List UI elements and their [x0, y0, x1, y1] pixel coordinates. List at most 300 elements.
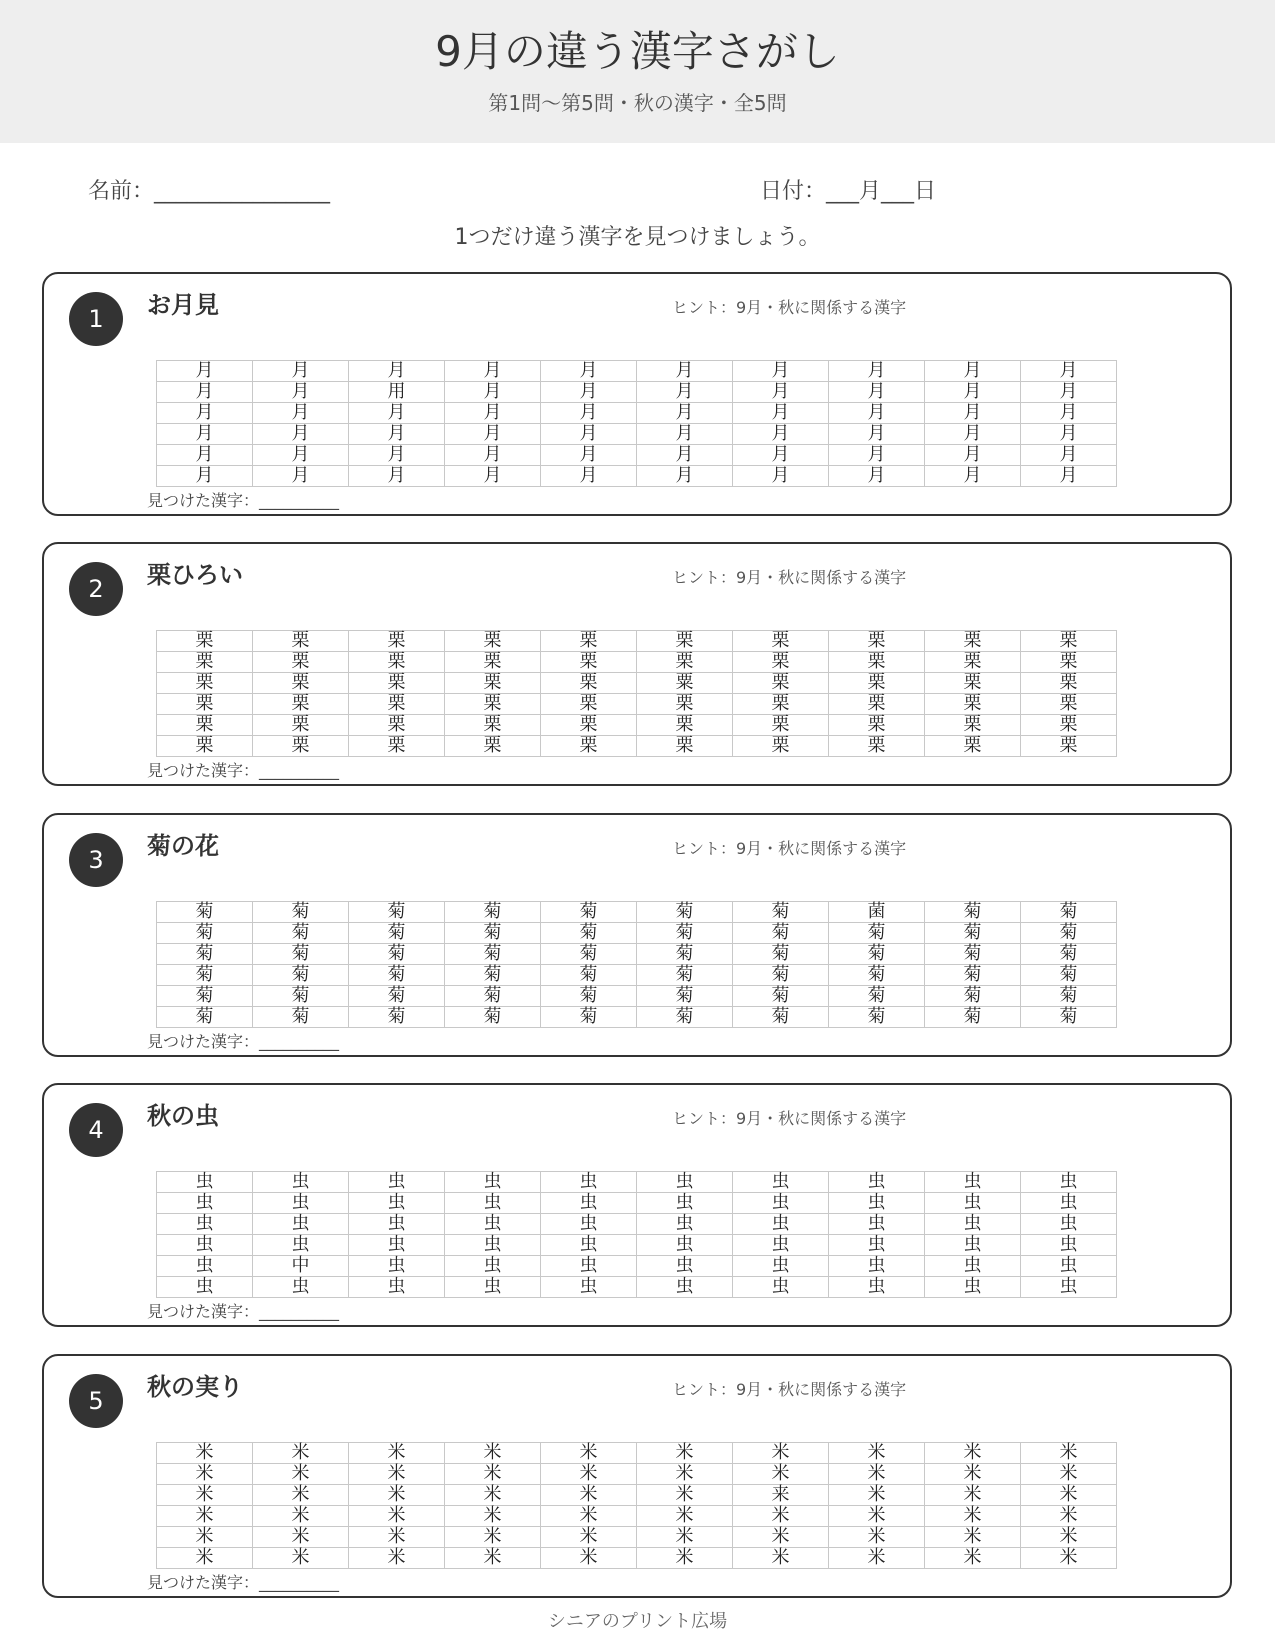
kanji-cell[interactable]: 月 [445, 361, 541, 382]
kanji-cell[interactable]: 米 [157, 1548, 253, 1569]
kanji-cell[interactable]: 栗 [637, 631, 733, 652]
kanji-cell[interactable]: 虫 [637, 1277, 733, 1298]
kanji-cell[interactable]: 虫 [829, 1193, 925, 1214]
kanji-cell[interactable]: 栗 [925, 673, 1021, 694]
kanji-cell[interactable]: 粟 [637, 673, 733, 694]
kanji-cell[interactable]: 菊 [157, 902, 253, 923]
kanji-cell[interactable]: 栗 [157, 736, 253, 757]
kanji-cell[interactable]: 米 [541, 1548, 637, 1569]
found-kanji-answer-line[interactable]: 見つけた漢字：__________ [147, 761, 340, 780]
kanji-cell[interactable]: 菊 [349, 944, 445, 965]
kanji-cell[interactable]: 米 [637, 1443, 733, 1464]
kanji-cell[interactable]: 菌 [829, 902, 925, 923]
kanji-cell[interactable]: 月 [253, 361, 349, 382]
kanji-cell[interactable]: 米 [445, 1506, 541, 1527]
kanji-cell[interactable]: 月 [541, 466, 637, 487]
kanji-cell[interactable]: 米 [541, 1464, 637, 1485]
kanji-cell[interactable]: 月 [637, 466, 733, 487]
kanji-cell[interactable]: 虫 [925, 1214, 1021, 1235]
kanji-cell[interactable]: 月 [349, 403, 445, 424]
kanji-cell[interactable]: 菊 [1021, 902, 1117, 923]
kanji-cell[interactable]: 月 [253, 445, 349, 466]
kanji-cell[interactable]: 月 [541, 361, 637, 382]
kanji-cell[interactable]: 栗 [253, 652, 349, 673]
kanji-cell[interactable]: 月 [733, 445, 829, 466]
kanji-cell[interactable]: 米 [829, 1527, 925, 1548]
kanji-cell[interactable]: 菊 [1021, 1007, 1117, 1028]
kanji-cell[interactable]: 菊 [445, 902, 541, 923]
kanji-cell[interactable]: 栗 [445, 694, 541, 715]
kanji-cell[interactable]: 菊 [349, 965, 445, 986]
kanji-cell[interactable]: 月 [253, 466, 349, 487]
kanji-cell[interactable]: 月 [541, 382, 637, 403]
kanji-cell[interactable]: 虫 [157, 1235, 253, 1256]
kanji-cell[interactable]: 虫 [253, 1193, 349, 1214]
kanji-cell[interactable]: 栗 [349, 631, 445, 652]
kanji-cell[interactable]: 菊 [637, 965, 733, 986]
kanji-cell[interactable]: 栗 [157, 694, 253, 715]
kanji-cell[interactable]: 虫 [157, 1256, 253, 1277]
kanji-cell[interactable]: 菊 [637, 986, 733, 1007]
kanji-cell[interactable]: 米 [829, 1506, 925, 1527]
kanji-cell[interactable]: 虫 [1021, 1256, 1117, 1277]
kanji-cell[interactable]: 虫 [829, 1214, 925, 1235]
kanji-cell[interactable]: 菊 [733, 1007, 829, 1028]
kanji-cell[interactable]: 虫 [541, 1256, 637, 1277]
kanji-cell[interactable]: 菊 [157, 965, 253, 986]
kanji-cell[interactable]: 虫 [445, 1193, 541, 1214]
kanji-cell[interactable]: 菊 [637, 923, 733, 944]
kanji-cell[interactable]: 菊 [925, 965, 1021, 986]
kanji-cell[interactable]: 米 [829, 1443, 925, 1464]
kanji-cell[interactable]: 栗 [349, 673, 445, 694]
kanji-cell[interactable]: 月 [637, 424, 733, 445]
kanji-cell[interactable]: 虫 [637, 1172, 733, 1193]
kanji-cell[interactable]: 菊 [925, 1007, 1021, 1028]
kanji-cell[interactable]: 米 [925, 1485, 1021, 1506]
kanji-cell[interactable]: 菊 [253, 923, 349, 944]
kanji-cell[interactable]: 菊 [445, 944, 541, 965]
kanji-cell[interactable]: 栗 [157, 715, 253, 736]
kanji-cell[interactable]: 栗 [445, 715, 541, 736]
kanji-cell[interactable]: 月 [733, 361, 829, 382]
kanji-cell[interactable]: 菊 [733, 944, 829, 965]
kanji-cell[interactable]: 虫 [733, 1214, 829, 1235]
kanji-cell[interactable]: 栗 [829, 715, 925, 736]
kanji-cell[interactable]: 米 [349, 1527, 445, 1548]
kanji-cell[interactable]: 虫 [829, 1256, 925, 1277]
kanji-cell[interactable]: 米 [1021, 1464, 1117, 1485]
kanji-cell[interactable]: 虫 [925, 1235, 1021, 1256]
kanji-cell[interactable]: 菊 [541, 1007, 637, 1028]
kanji-cell[interactable]: 月 [157, 466, 253, 487]
found-kanji-answer-line[interactable]: 見つけた漢字：__________ [147, 1302, 340, 1321]
kanji-cell[interactable]: 月 [925, 424, 1021, 445]
kanji-cell[interactable]: 虫 [445, 1256, 541, 1277]
kanji-cell[interactable]: 米 [829, 1548, 925, 1569]
kanji-cell[interactable]: 菊 [829, 944, 925, 965]
kanji-cell[interactable]: 菊 [1021, 965, 1117, 986]
kanji-cell[interactable]: 虫 [349, 1235, 445, 1256]
kanji-cell[interactable]: 菊 [733, 986, 829, 1007]
kanji-cell[interactable]: 米 [157, 1485, 253, 1506]
kanji-cell[interactable]: 虫 [637, 1214, 733, 1235]
kanji-cell[interactable]: 菊 [253, 1007, 349, 1028]
kanji-cell[interactable]: 月 [541, 424, 637, 445]
kanji-cell[interactable]: 月 [541, 403, 637, 424]
kanji-cell[interactable]: 月 [733, 382, 829, 403]
kanji-cell[interactable]: 虫 [445, 1277, 541, 1298]
kanji-cell[interactable]: 虫 [253, 1277, 349, 1298]
kanji-cell[interactable]: 菊 [637, 1007, 733, 1028]
kanji-cell[interactable]: 米 [541, 1443, 637, 1464]
kanji-cell[interactable]: 米 [541, 1506, 637, 1527]
kanji-cell[interactable]: 月 [1021, 445, 1117, 466]
kanji-cell[interactable]: 虫 [1021, 1235, 1117, 1256]
kanji-cell[interactable]: 月 [253, 403, 349, 424]
kanji-cell[interactable]: 米 [637, 1548, 733, 1569]
kanji-cell[interactable]: 菊 [253, 902, 349, 923]
kanji-cell[interactable]: 米 [541, 1527, 637, 1548]
kanji-cell[interactable]: 菊 [541, 986, 637, 1007]
kanji-cell[interactable]: 虫 [733, 1172, 829, 1193]
kanji-cell[interactable]: 米 [445, 1485, 541, 1506]
kanji-cell[interactable]: 菊 [541, 902, 637, 923]
kanji-cell[interactable]: 月 [1021, 361, 1117, 382]
kanji-cell[interactable]: 米 [925, 1548, 1021, 1569]
kanji-cell[interactable]: 栗 [925, 736, 1021, 757]
kanji-cell[interactable]: 月 [541, 445, 637, 466]
kanji-cell[interactable]: 栗 [1021, 673, 1117, 694]
kanji-cell[interactable]: 菊 [925, 986, 1021, 1007]
kanji-cell[interactable]: 米 [445, 1548, 541, 1569]
kanji-cell[interactable]: 米 [253, 1527, 349, 1548]
kanji-cell[interactable]: 菊 [829, 1007, 925, 1028]
found-kanji-answer-line[interactable]: 見つけた漢字：__________ [147, 491, 340, 510]
kanji-cell[interactable]: 米 [253, 1485, 349, 1506]
kanji-cell[interactable]: 月 [253, 424, 349, 445]
kanji-cell[interactable]: 虫 [349, 1172, 445, 1193]
kanji-cell[interactable]: 米 [637, 1506, 733, 1527]
kanji-cell[interactable]: 菊 [349, 986, 445, 1007]
kanji-cell[interactable]: 月 [829, 382, 925, 403]
kanji-cell[interactable]: 月 [829, 466, 925, 487]
kanji-cell[interactable]: 虫 [541, 1235, 637, 1256]
kanji-cell[interactable]: 虫 [541, 1193, 637, 1214]
kanji-cell[interactable]: 栗 [925, 652, 1021, 673]
kanji-cell[interactable]: 菊 [733, 965, 829, 986]
kanji-cell[interactable]: 虫 [925, 1256, 1021, 1277]
kanji-cell[interactable]: 菊 [1021, 986, 1117, 1007]
kanji-cell[interactable]: 栗 [541, 736, 637, 757]
kanji-cell[interactable]: 月 [445, 424, 541, 445]
kanji-cell[interactable]: 米 [445, 1443, 541, 1464]
kanji-cell[interactable]: 栗 [925, 631, 1021, 652]
kanji-cell[interactable]: 栗 [637, 715, 733, 736]
kanji-cell[interactable]: 月 [925, 466, 1021, 487]
kanji-cell[interactable]: 米 [253, 1548, 349, 1569]
kanji-cell[interactable]: 栗 [349, 652, 445, 673]
kanji-cell[interactable]: 菊 [157, 923, 253, 944]
found-kanji-answer-line[interactable]: 見つけた漢字：__________ [147, 1032, 340, 1051]
kanji-cell[interactable]: 虫 [349, 1193, 445, 1214]
kanji-cell[interactable]: 虫 [1021, 1214, 1117, 1235]
kanji-cell[interactable]: 米 [1021, 1443, 1117, 1464]
kanji-cell[interactable]: 菊 [637, 944, 733, 965]
kanji-cell[interactable]: 米 [925, 1464, 1021, 1485]
kanji-cell[interactable]: 虫 [253, 1172, 349, 1193]
kanji-cell[interactable]: 栗 [829, 694, 925, 715]
kanji-cell[interactable]: 栗 [733, 673, 829, 694]
kanji-cell[interactable]: 菊 [349, 1007, 445, 1028]
kanji-cell[interactable]: 虫 [1021, 1193, 1117, 1214]
kanji-cell[interactable]: 栗 [1021, 631, 1117, 652]
kanji-cell[interactable]: 栗 [1021, 736, 1117, 757]
kanji-cell[interactable]: 虫 [637, 1235, 733, 1256]
kanji-cell[interactable]: 米 [253, 1506, 349, 1527]
name-field[interactable]: 名前：________________ [88, 179, 331, 204]
kanji-cell[interactable]: 栗 [1021, 694, 1117, 715]
kanji-cell[interactable]: 虫 [157, 1277, 253, 1298]
kanji-cell[interactable]: 菊 [157, 986, 253, 1007]
kanji-cell[interactable]: 虫 [829, 1235, 925, 1256]
kanji-cell[interactable]: 栗 [253, 715, 349, 736]
kanji-cell[interactable]: 米 [349, 1464, 445, 1485]
kanji-cell[interactable]: 虫 [541, 1214, 637, 1235]
kanji-cell[interactable]: 栗 [733, 631, 829, 652]
kanji-cell[interactable]: 菊 [1021, 944, 1117, 965]
kanji-cell[interactable]: 月 [349, 466, 445, 487]
kanji-cell[interactable]: 米 [733, 1527, 829, 1548]
kanji-cell[interactable]: 月 [733, 424, 829, 445]
kanji-cell[interactable]: 米 [637, 1485, 733, 1506]
kanji-cell[interactable]: 虫 [349, 1214, 445, 1235]
kanji-cell[interactable]: 菊 [253, 944, 349, 965]
kanji-cell[interactable]: 月 [925, 403, 1021, 424]
kanji-cell[interactable]: 栗 [445, 652, 541, 673]
kanji-cell[interactable]: 米 [637, 1527, 733, 1548]
kanji-cell[interactable]: 菊 [925, 944, 1021, 965]
kanji-cell[interactable]: 菊 [445, 965, 541, 986]
kanji-cell[interactable]: 菊 [733, 902, 829, 923]
kanji-cell[interactable]: 栗 [445, 736, 541, 757]
kanji-cell[interactable]: 虫 [157, 1214, 253, 1235]
kanji-cell[interactable]: 栗 [637, 694, 733, 715]
kanji-cell[interactable]: 菊 [829, 986, 925, 1007]
kanji-cell[interactable]: 月 [349, 361, 445, 382]
kanji-cell[interactable]: 月 [157, 403, 253, 424]
kanji-cell[interactable]: 栗 [445, 673, 541, 694]
kanji-cell[interactable]: 米 [157, 1464, 253, 1485]
kanji-cell[interactable]: 虫 [637, 1256, 733, 1277]
kanji-cell[interactable]: 虫 [253, 1214, 349, 1235]
kanji-cell[interactable]: 月 [925, 445, 1021, 466]
kanji-cell[interactable]: 菊 [349, 902, 445, 923]
kanji-cell[interactable]: 栗 [733, 694, 829, 715]
kanji-cell[interactable]: 虫 [925, 1172, 1021, 1193]
kanji-cell[interactable]: 米 [733, 1443, 829, 1464]
kanji-cell[interactable]: 虫 [733, 1256, 829, 1277]
kanji-cell[interactable]: 米 [925, 1443, 1021, 1464]
kanji-cell[interactable]: 虫 [829, 1172, 925, 1193]
kanji-cell[interactable]: 栗 [157, 631, 253, 652]
kanji-cell[interactable]: 栗 [637, 652, 733, 673]
kanji-cell[interactable]: 米 [253, 1464, 349, 1485]
kanji-cell[interactable]: 月 [733, 466, 829, 487]
kanji-cell[interactable]: 月 [829, 361, 925, 382]
kanji-cell[interactable]: 米 [1021, 1506, 1117, 1527]
kanji-cell[interactable]: 米 [733, 1548, 829, 1569]
kanji-cell[interactable]: 虫 [925, 1193, 1021, 1214]
kanji-cell[interactable]: 月 [445, 445, 541, 466]
kanji-cell[interactable]: 米 [541, 1485, 637, 1506]
kanji-cell[interactable]: 菊 [925, 902, 1021, 923]
kanji-cell[interactable]: 月 [829, 403, 925, 424]
kanji-cell[interactable]: 月 [637, 445, 733, 466]
kanji-cell[interactable]: 菊 [253, 965, 349, 986]
kanji-cell[interactable]: 米 [1021, 1527, 1117, 1548]
kanji-cell[interactable]: 月 [1021, 466, 1117, 487]
kanji-cell[interactable]: 栗 [925, 715, 1021, 736]
kanji-cell[interactable]: 菊 [829, 923, 925, 944]
kanji-cell[interactable]: 栗 [541, 631, 637, 652]
kanji-cell[interactable]: 中 [253, 1256, 349, 1277]
kanji-cell[interactable]: 虫 [157, 1172, 253, 1193]
kanji-cell[interactable]: 栗 [1021, 715, 1117, 736]
kanji-cell[interactable]: 虫 [925, 1277, 1021, 1298]
kanji-cell[interactable]: 栗 [541, 694, 637, 715]
kanji-cell[interactable]: 虫 [349, 1256, 445, 1277]
kanji-cell[interactable]: 虫 [253, 1235, 349, 1256]
kanji-cell[interactable]: 栗 [253, 673, 349, 694]
kanji-cell[interactable]: 菊 [253, 986, 349, 1007]
kanji-cell[interactable]: 栗 [829, 652, 925, 673]
kanji-cell[interactable]: 栗 [445, 631, 541, 652]
kanji-cell[interactable]: 虫 [445, 1172, 541, 1193]
kanji-cell[interactable]: 菊 [445, 923, 541, 944]
kanji-cell[interactable]: 虫 [733, 1193, 829, 1214]
kanji-cell[interactable]: 月 [445, 403, 541, 424]
kanji-cell[interactable]: 月 [829, 445, 925, 466]
kanji-cell[interactable]: 菊 [829, 965, 925, 986]
kanji-cell[interactable]: 虫 [349, 1277, 445, 1298]
kanji-cell[interactable]: 米 [157, 1527, 253, 1548]
kanji-cell[interactable]: 栗 [637, 736, 733, 757]
kanji-cell[interactable]: 米 [1021, 1485, 1117, 1506]
kanji-cell[interactable]: 米 [925, 1506, 1021, 1527]
kanji-cell[interactable]: 月 [637, 382, 733, 403]
kanji-cell[interactable]: 菊 [157, 944, 253, 965]
kanji-cell[interactable]: 米 [349, 1506, 445, 1527]
kanji-cell[interactable]: 栗 [733, 715, 829, 736]
kanji-cell[interactable]: 栗 [925, 694, 1021, 715]
kanji-cell[interactable]: 栗 [541, 673, 637, 694]
kanji-cell[interactable]: 栗 [541, 652, 637, 673]
kanji-cell[interactable]: 米 [637, 1464, 733, 1485]
kanji-cell[interactable]: 月 [349, 424, 445, 445]
kanji-cell[interactable]: 栗 [829, 673, 925, 694]
kanji-cell[interactable]: 虫 [733, 1235, 829, 1256]
kanji-cell[interactable]: 菊 [637, 902, 733, 923]
kanji-cell[interactable]: 月 [157, 361, 253, 382]
kanji-cell[interactable]: 菊 [541, 923, 637, 944]
kanji-cell[interactable]: 栗 [1021, 652, 1117, 673]
kanji-cell[interactable]: 栗 [829, 736, 925, 757]
kanji-cell[interactable]: 菊 [157, 1007, 253, 1028]
kanji-cell[interactable]: 月 [349, 445, 445, 466]
kanji-cell[interactable]: 菊 [541, 965, 637, 986]
kanji-cell[interactable]: 月 [637, 403, 733, 424]
kanji-cell[interactable]: 虫 [829, 1277, 925, 1298]
kanji-cell[interactable]: 米 [157, 1506, 253, 1527]
kanji-cell[interactable]: 月 [829, 424, 925, 445]
kanji-cell[interactable]: 月 [1021, 382, 1117, 403]
kanji-cell[interactable]: 栗 [829, 631, 925, 652]
kanji-cell[interactable]: 月 [445, 466, 541, 487]
kanji-cell[interactable]: 栗 [349, 715, 445, 736]
kanji-cell[interactable]: 栗 [349, 736, 445, 757]
kanji-cell[interactable]: 虫 [541, 1277, 637, 1298]
kanji-cell[interactable]: 虫 [637, 1193, 733, 1214]
kanji-cell[interactable]: 米 [253, 1443, 349, 1464]
kanji-cell[interactable]: 菊 [1021, 923, 1117, 944]
kanji-cell[interactable]: 米 [733, 1506, 829, 1527]
kanji-cell[interactable]: 用 [349, 382, 445, 403]
kanji-cell[interactable]: 米 [829, 1464, 925, 1485]
found-kanji-answer-line[interactable]: 見つけた漢字：__________ [147, 1573, 340, 1592]
kanji-cell[interactable]: 栗 [733, 736, 829, 757]
kanji-cell[interactable]: 栗 [253, 694, 349, 715]
kanji-cell[interactable]: 米 [925, 1527, 1021, 1548]
kanji-cell[interactable]: 米 [1021, 1548, 1117, 1569]
kanji-cell[interactable]: 来 [733, 1485, 829, 1506]
kanji-cell[interactable]: 月 [445, 382, 541, 403]
kanji-cell[interactable]: 栗 [157, 673, 253, 694]
kanji-cell[interactable]: 栗 [253, 631, 349, 652]
kanji-cell[interactable]: 米 [733, 1464, 829, 1485]
kanji-cell[interactable]: 米 [349, 1485, 445, 1506]
kanji-cell[interactable]: 月 [637, 361, 733, 382]
kanji-cell[interactable]: 月 [1021, 403, 1117, 424]
kanji-cell[interactable]: 菊 [925, 923, 1021, 944]
kanji-cell[interactable]: 月 [733, 403, 829, 424]
kanji-cell[interactable]: 米 [445, 1527, 541, 1548]
kanji-cell[interactable]: 月 [157, 424, 253, 445]
kanji-cell[interactable]: 虫 [1021, 1172, 1117, 1193]
kanji-cell[interactable]: 米 [445, 1464, 541, 1485]
kanji-cell[interactable]: 虫 [445, 1235, 541, 1256]
kanji-cell[interactable]: 月 [157, 382, 253, 403]
kanji-cell[interactable]: 菊 [445, 1007, 541, 1028]
kanji-cell[interactable]: 月 [1021, 424, 1117, 445]
kanji-cell[interactable]: 月 [925, 361, 1021, 382]
kanji-cell[interactable]: 栗 [157, 652, 253, 673]
kanji-cell[interactable]: 虫 [157, 1193, 253, 1214]
kanji-cell[interactable]: 月 [925, 382, 1021, 403]
kanji-cell[interactable]: 米 [349, 1548, 445, 1569]
kanji-cell[interactable]: 米 [157, 1443, 253, 1464]
kanji-cell[interactable]: 栗 [253, 736, 349, 757]
kanji-cell[interactable]: 米 [349, 1443, 445, 1464]
date-field[interactable]: 日付：___月___日 [760, 179, 937, 204]
kanji-cell[interactable]: 虫 [733, 1277, 829, 1298]
kanji-cell[interactable]: 栗 [541, 715, 637, 736]
kanji-cell[interactable]: 菊 [349, 923, 445, 944]
kanji-cell[interactable]: 栗 [349, 694, 445, 715]
kanji-cell[interactable]: 月 [253, 382, 349, 403]
kanji-cell[interactable]: 米 [829, 1485, 925, 1506]
kanji-cell[interactable]: 虫 [445, 1214, 541, 1235]
